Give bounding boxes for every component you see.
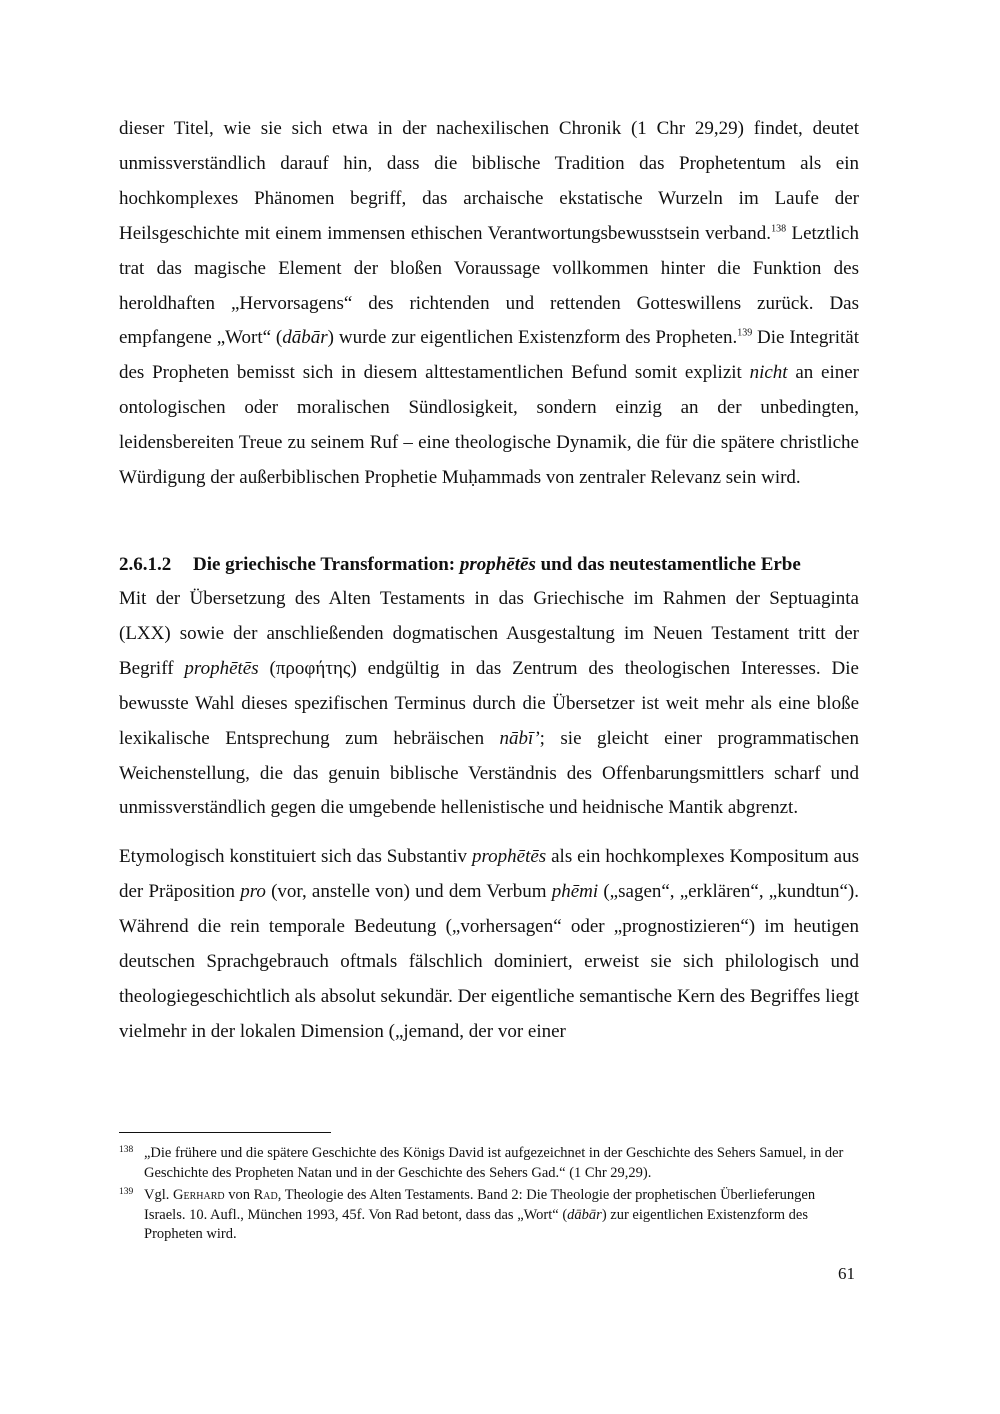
heading-text: und das neutestamentliche Erbe bbox=[535, 553, 801, 575]
footnotes bbox=[119, 1144, 859, 1248]
text-span: (προφήτης) endgültig in das Zentrum des theologischen Interesses. Die bewusste Wahl dieses spezifischen Terminus durch die Übersetzer ist weit mehr als eine bloße lexikalische Entsprechung zum hebräischen bbox=[119, 657, 859, 749]
italic-term: dābār bbox=[567, 1206, 602, 1223]
text-span: Die Integrität des Propheten bemisst sich in diesem alttestamentlichen Befund somit explizit bbox=[119, 327, 859, 384]
text-span: dieser Titel, wie sie sich etwa in der nachexilischen Chronik (1 Chr 29,29) findet, deutet unmissverständlich darauf hin, dass die biblische Tradition das Prophetentum als ein hochkomplexes Phänomen begriff, das archaische ekstatische Wurzeln im Laufe der Heilsgeschichte mit einem immensen ethischen Verantwortungsbewusstsein verband. bbox=[119, 118, 859, 244]
section-heading bbox=[119, 548, 859, 582]
author-firstname: Gerhard bbox=[173, 1187, 225, 1203]
text-span: ) wurde zur eigentlichen Existenzform des Propheten. bbox=[327, 327, 738, 349]
italic-term: phēmi bbox=[551, 881, 599, 903]
text-span: (vor, anstelle von) und dem Verbum bbox=[265, 881, 552, 903]
text-span: („sagen“, „erklären“, „kundtun“). Während die rein temporale Bedeutung („vorhersagen“ oder „prognostizieren“) im heutigen deutschen Sprachgebrauch oftmals fälschlich dominiert, erweist sie sich philologisch und theologiegeschichtlich als absolut sekundär. Der eigentliche semantische Kern des Begriffes liegt vielmehr in der lokalen Dimension („jemand, der vor einer bbox=[119, 881, 860, 1042]
italic-term: prophētēs bbox=[184, 657, 259, 679]
footnote-138 bbox=[119, 1144, 859, 1183]
footnote-ref-138[interactable]: 138 bbox=[771, 223, 787, 235]
italic-term: nābī’ bbox=[499, 727, 540, 749]
heading-text: Die griechische Transformation: bbox=[193, 553, 460, 575]
footnote-text: , Theologie des Alten Testaments. Band 2: Die Theologie der prophetischen Überlieferungen Israels. 10. Aufl., München 1993, 45f. Von Rad betont, dass das „Wort“ ( bbox=[144, 1187, 816, 1223]
footnote-number: 139 bbox=[119, 1187, 134, 1197]
italic-term: pro bbox=[240, 881, 266, 903]
paragraph-prophetentum bbox=[119, 112, 859, 496]
page-body bbox=[119, 112, 859, 1050]
footnote-139 bbox=[119, 1186, 859, 1245]
footnote-ref-139[interactable]: 139 bbox=[737, 328, 753, 340]
footnote-text: Vgl. bbox=[144, 1187, 173, 1203]
text-span: als ein hochkomplexes Kompositum aus der Präposition bbox=[119, 846, 859, 903]
heading-italic-term: prophētēs bbox=[459, 553, 536, 575]
italic-term: dābār bbox=[282, 327, 328, 349]
paragraph-etymologie bbox=[119, 840, 859, 1049]
text-span: Mit der Übersetzung des Alten Testaments in das Griechische im Rahmen der Septuaginta (LXX) sowie der anschließenden dogmatischen Ausgestaltung im Neuen Testament tritt der Begriff bbox=[119, 587, 859, 679]
footnote-separator bbox=[119, 1132, 331, 1133]
section-number: 2.6.1.2 bbox=[119, 553, 172, 575]
paragraph-septuaginta bbox=[119, 582, 859, 826]
footnote-text: von bbox=[224, 1187, 254, 1203]
author-surname: Rad bbox=[253, 1187, 278, 1203]
text-span: Letztlich trat das magische Element der bloßen Voraussage vollkommen hinter die Funktion des heroldhaften „Hervorsagens“ des richtenden und rettenden Gotteswillens zurück. Das empfangene „Wort“ ( bbox=[119, 222, 859, 349]
page-number: 61 bbox=[838, 1264, 855, 1283]
text-span: an einer ontologischen oder moralischen Sündlosigkeit, sondern einzig an der unbedingten, leidensbereiten Treue zu seinem Ruf – eine theologische Dynamik, die für die spätere christliche Würdigung der außerbiblischen Prophetie Muḥammads von zentraler Relevanz sein wird. bbox=[119, 362, 859, 489]
italic-term: nicht bbox=[749, 362, 788, 384]
text-span: Etymologisch konstituiert sich das Substantiv bbox=[119, 846, 472, 868]
footnote-text: ) zur eigentlichen Existenzform des Propheten wird. bbox=[144, 1206, 808, 1242]
footnote-number: 138 bbox=[119, 1145, 134, 1155]
text-span: ; sie gleicht einer programmatischen Weichenstellung, die das genuin biblische Verständnis des Offenbarungsmittlers scharf und unmissverständlich gegen die umgebende hellenistische und heidnische Mantik abgrenzt. bbox=[119, 727, 859, 819]
footnote-text: „Die frühere und die spätere Geschichte des Königs David ist aufgezeichnet in der Geschichte des Sehers Samuel, in der Geschichte des Propheten Natan und in der Geschichte des Sehers Gad.“ (1 Chr 29,29). bbox=[144, 1145, 844, 1181]
italic-term: prophētēs bbox=[471, 846, 547, 868]
